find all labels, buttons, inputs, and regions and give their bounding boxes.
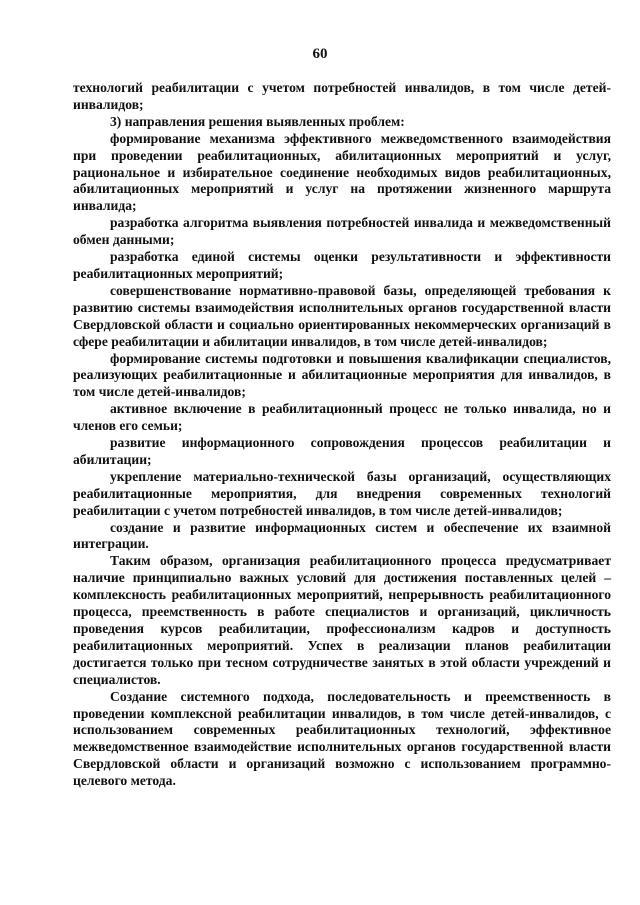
paragraph: Таким образом, организация реабилитационного процесса предусматривает наличие принципиально важных условий для достижения поставленных целей – комплексность реабилитационных мероприятий, непрерывность реабилитационного процесса, преемственность в работе специалистов и организаций, цикличность проведения курсов реабилитации, профессионализм кадров и доступность реабилитационных мероприятий. Успех в реализации планов реабилитации достигается только при тесном сотрудничестве занятых в этой области учреждений и специалистов. bbox=[73, 553, 611, 687]
paragraph: формирование системы подготовки и повышения квалификации специалистов, реализующих реабилитационные и абилитационные мероприятия для инвалидов, в том числе детей-инвалидов; bbox=[73, 350, 611, 400]
page-number: 60 bbox=[312, 46, 328, 62]
paragraph: разработка единой системы оценки результативности и эффективности реабилитационных мероприятий; bbox=[73, 249, 611, 281]
paragraph: совершенствование нормативно-правовой базы, определяющей требования к развитию системы взаимодействия исполнительных органов государственной власти Свердловской области и социально ориентированных некоммерческих организаций в сфере реабилитации и абилитации инвалидов, в том числе детей-инвалидов; bbox=[73, 282, 611, 349]
paragraph: создание и развитие информационных систем и обеспечение их взаимной интеграции. bbox=[73, 519, 611, 552]
paragraph: формирование механизма эффективного межведомственного взаимодействия при проведении реабилитационных, абилитационных мероприятий и услуг, рациональное и избирательное соединение необходимых видов реабилитационных, абилитационных мероприятий и услуг на протяжении жизненного маршрута инвалида; bbox=[73, 130, 611, 214]
paragraph: развитие информационного сопровождения процессов реабилитации и абилитации; bbox=[73, 435, 611, 467]
paragraph-section-heading: 3) направления решения выявленных проблем: bbox=[110, 113, 405, 129]
paragraph: активное включение в реабилитационный процесс не только инвалида, но и членов его семьи; bbox=[73, 401, 611, 434]
paragraph: разработка алгоритма выявления потребностей инвалида и межведомственный обмен данными; bbox=[73, 215, 611, 248]
document-body bbox=[73, 80, 611, 790]
paragraph: укрепление материально-технической базы организаций, осуществляющих реабилитационные мероприятия, для внедрения современных технологий реабилитации с учетом потребностей инвалидов, в том числе детей-инвалидов; bbox=[73, 468, 611, 518]
paragraph-continuation: технологий реабилитации с учетом потребностей инвалидов, в том числе детей-инвалидов; bbox=[73, 80, 611, 112]
paragraph: Создание системного подхода, последовательность и преемственность в проведении комплексной реабилитации инвалидов, в том числе детей-инвалидов, с использованием современных реабилитационных технологий, эффективное межведомственное взаимодействие исполнительных органов государственной власти Свердловской области и организаций возможно с использованием программно-целевого метода. bbox=[73, 688, 611, 789]
